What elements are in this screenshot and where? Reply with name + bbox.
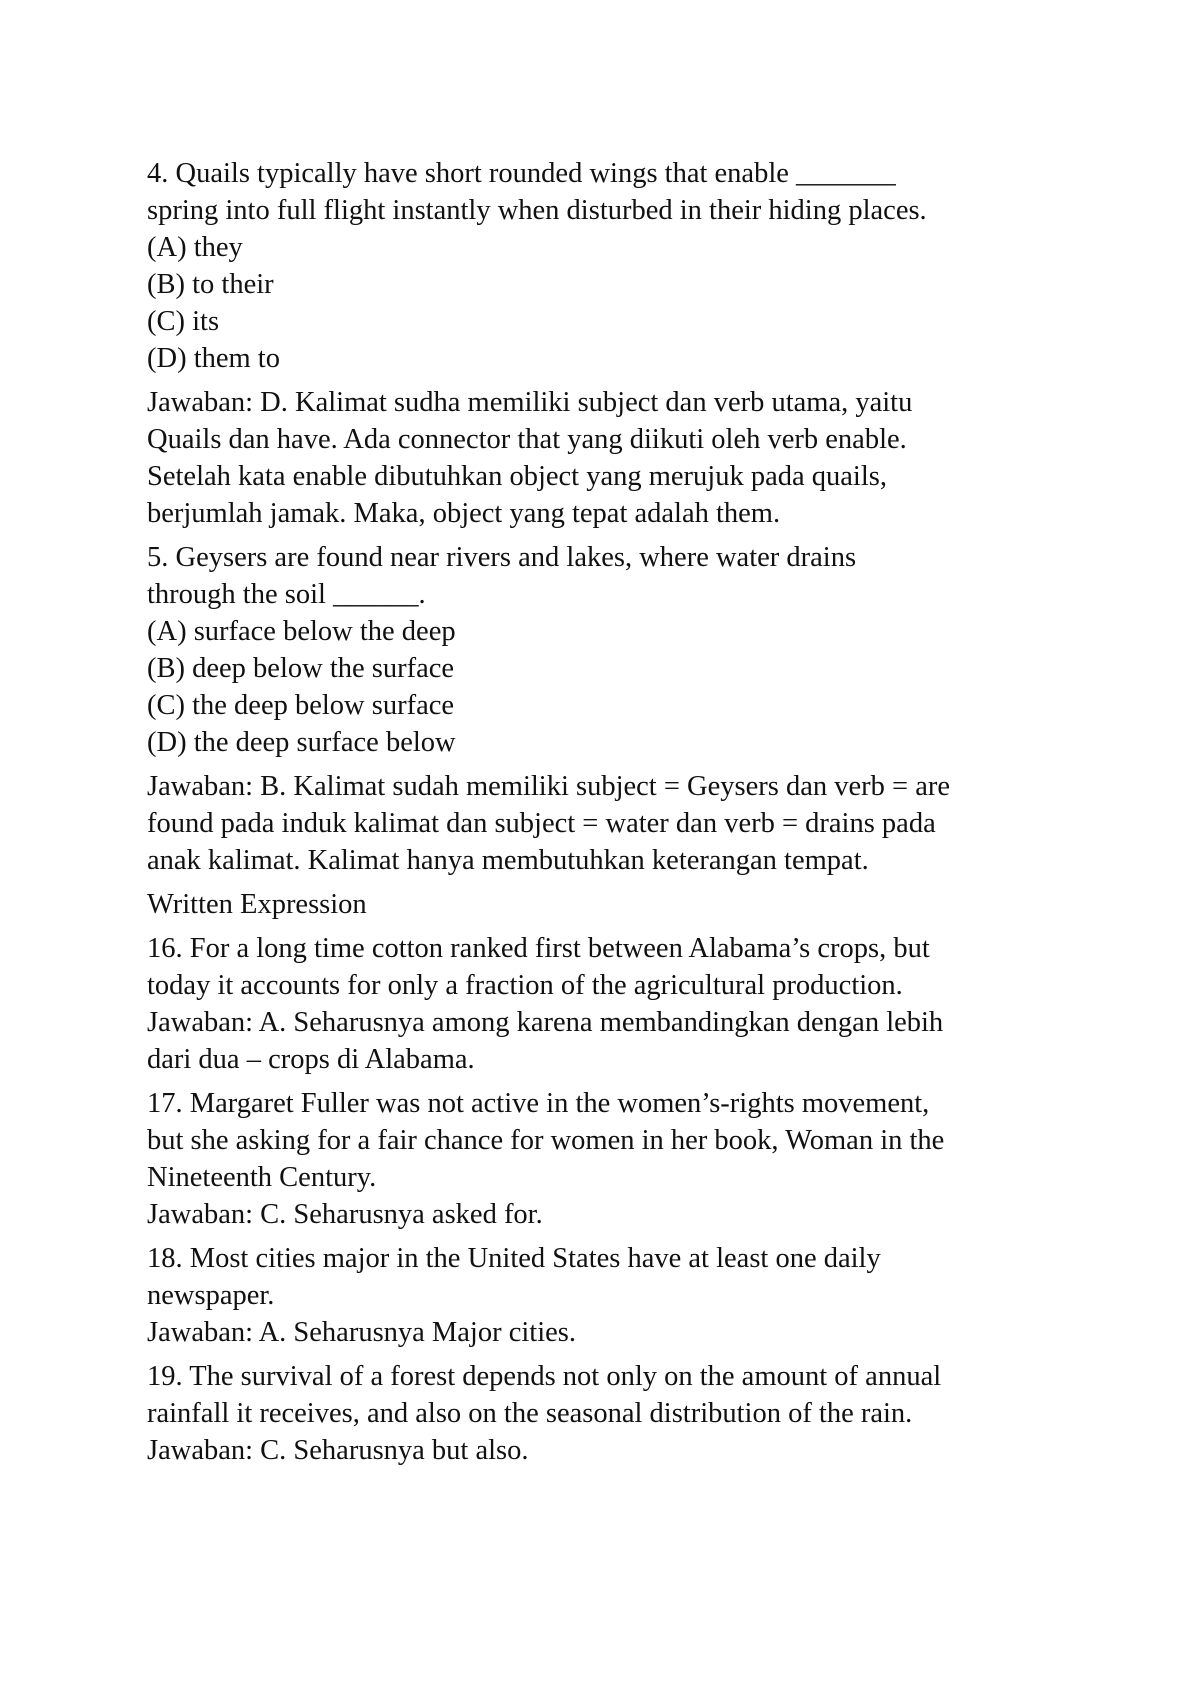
answer-19-line-1: Jawaban: C. Seharusnya but also. (147, 1435, 529, 1466)
question-19-line-2: rainfall it receives, and also on the seasonal distribution of the rain. (147, 1398, 913, 1429)
question-5-option-b: (B) deep below the surface (147, 653, 455, 684)
section-heading-written-expression (147, 886, 1077, 923)
answer-16-line-2: dari dua – crops di Alabama. (147, 1044, 475, 1075)
answer-4-line-4: berjumlah jamak. Maka, object yang tepat adalah them. (147, 498, 781, 529)
question-17-line-2: but she asking for a fair chance for women in her book, Woman in the (147, 1125, 945, 1156)
answer-4-line-2: Quails dan have. Ada connector that yang diikuti oleh verb enable. (147, 424, 907, 455)
question-16-line-2: today it accounts for only a fraction of the agricultural production. (147, 970, 903, 1001)
document-page (147, 155, 1077, 1476)
question-4-stem-line-1: 4. Quails typically have short rounded wings that enable _______ (147, 158, 896, 189)
answer-5-line-1: Jawaban: B. Kalimat sudah memiliki subject = Geysers dan verb = are (147, 771, 951, 802)
answer-4-line-1: Jawaban: D. Kalimat sudha memiliki subject dan verb utama, yaitu (147, 387, 913, 418)
section-heading-text: Written Expression (147, 889, 367, 920)
question-18-line-2: newspaper. (147, 1280, 275, 1311)
question-4-answer (147, 384, 1077, 532)
question-19 (147, 1358, 1077, 1469)
answer-16-line-1: Jawaban: A. Seharusnya among karena membandingkan dengan lebih (147, 1007, 944, 1038)
question-4-option-a: (A) they (147, 232, 243, 263)
answer-4-line-3: Setelah kata enable dibutuhkan object yang merujuk pada quails, (147, 461, 887, 492)
question-18 (147, 1240, 1077, 1351)
answer-17-line-1: Jawaban: C. Seharusnya asked for. (147, 1199, 543, 1230)
question-5-stem-line-1: 5. Geysers are found near rivers and lakes, where water drains (147, 542, 857, 573)
question-4-option-c: (C) its (147, 306, 220, 337)
question-17-line-1: 17. Margaret Fuller was not active in the women’s-rights movement, (147, 1088, 930, 1119)
question-5-option-a: (A) surface below the deep (147, 616, 456, 647)
question-4-stem-line-2: spring into full flight instantly when disturbed in their hiding places. (147, 195, 927, 226)
question-4-option-b: (B) to their (147, 269, 274, 300)
answer-5-line-3: anak kalimat. Kalimat hanya membutuhkan keterangan tempat. (147, 845, 869, 876)
question-17-line-3: Nineteenth Century. (147, 1162, 377, 1193)
question-4-option-d: (D) them to (147, 343, 280, 374)
question-5-option-c: (C) the deep below surface (147, 690, 455, 721)
question-5-option-d: (D) the deep surface below (147, 727, 456, 758)
question-5-stem-line-2: through the soil ______. (147, 579, 426, 610)
question-5-answer (147, 768, 1077, 879)
answer-18-line-1: Jawaban: A. Seharusnya Major cities. (147, 1317, 576, 1348)
answer-5-line-2: found pada induk kalimat dan subject = water dan verb = drains pada (147, 808, 936, 839)
question-16 (147, 930, 1077, 1078)
question-17 (147, 1085, 1077, 1233)
question-5 (147, 539, 1077, 761)
question-16-line-1: 16. For a long time cotton ranked first between Alabama’s crops, but (147, 933, 930, 964)
question-18-line-1: 18. Most cities major in the United States have at least one daily (147, 1243, 881, 1274)
question-4 (147, 155, 1077, 377)
question-19-line-1: 19. The survival of a forest depends not only on the amount of annual (147, 1361, 942, 1392)
